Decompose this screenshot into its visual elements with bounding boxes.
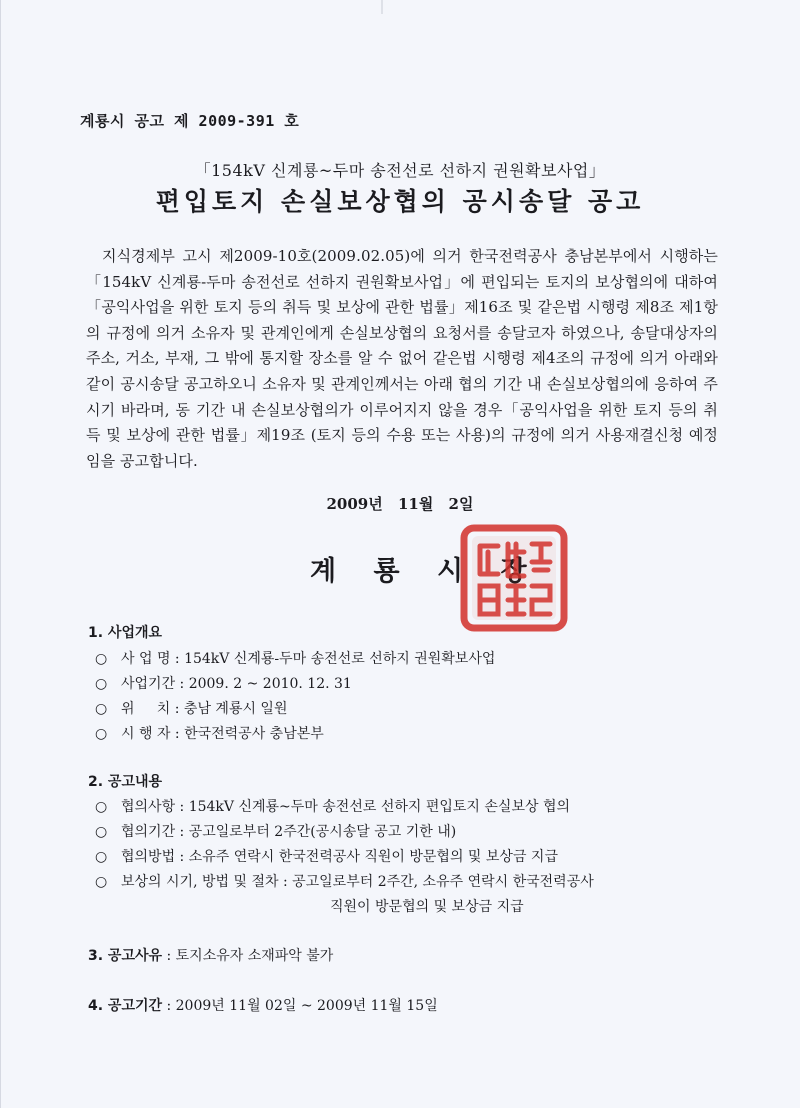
list-item bbox=[95, 846, 558, 866]
item-text: 시 행 자 : 한국전력공사 충남본부 bbox=[121, 726, 324, 742]
list-item bbox=[95, 871, 594, 891]
list-item bbox=[95, 821, 456, 841]
item-text: 협의사항 : 154kV 신계룡~두마 송전선로 선하지 편입토지 손실보상 협의 bbox=[121, 799, 570, 815]
item-text: 사 업 명 : 154kV 신계룡-두마 송전선로 선하지 권원확보사업 bbox=[121, 651, 496, 667]
list-item bbox=[95, 673, 352, 693]
list-item bbox=[95, 723, 324, 743]
item-text: 사업기간 : 2009. 2 ~ 2010. 12. 31 bbox=[121, 676, 352, 692]
section-label: 4. 공고기간 bbox=[88, 998, 163, 1014]
section-notice-reason bbox=[88, 945, 333, 965]
section-heading: 1. 사업개요 bbox=[88, 625, 163, 641]
list-item bbox=[95, 698, 287, 718]
list-item-continuation: 직원이 방문협의 및 보상금 지급 bbox=[330, 899, 524, 915]
circle-bullet-icon: ○ bbox=[95, 701, 108, 717]
item-text: 협의방법 : 소유주 연락시 한국전력공사 직원이 방문협의 및 보상금 지급 bbox=[121, 849, 558, 865]
circle-bullet-icon: ○ bbox=[95, 824, 108, 840]
item-text: 협의기간 : 공고일로부터 2주간(공시송달 공고 기한 내) bbox=[121, 824, 457, 840]
section-value: : 토지소유자 소재파악 불가 bbox=[166, 948, 334, 964]
notice-body: 지식경제부 고시 제2009-10호(2009.02.05)에 의거 한국전력공사 충남본부에서 시행하는 「154kV 신계룡-두마 송전선로 선하지 권원확보사업」에 편입되는 토지의 보상협의에 대하여 「공익사업을 위한 토지 등의 취득 및 보상에 관한 법률」제16조 및 같은법 시행령 제8조 제1항의 규정에 의거 소유자 및 관계인에게 손실보상협의 요청서를 송달코자 하였으나, 송달대상자의 주소, 거소, 부재, 그 밖에 통지할 장소를 알 수 없어 같은법 시행령 제4조의 규정에 의거 아래와 같이 공시송달 공고하오니 소유자 및 관계인께서는 아래 협의 기간 내 손실보상협의에 응하여 주시기 바라며, 동 기간 내 손실보상협의가 이루어지지 않을 경우「공익사업을 위한 토지 등의 취득 및 보상에 관한 법률」제19조 (토지 등의 수용 또는 사용)의 규정에 의거 사용재결신청 예정임을 공고합니다. bbox=[86, 247, 718, 470]
section-label: 3. 공고사유 bbox=[88, 948, 163, 964]
circle-bullet-icon: ○ bbox=[95, 651, 108, 667]
section-project-overview bbox=[88, 622, 162, 642]
circle-bullet-icon: ○ bbox=[95, 726, 108, 742]
official-seal-icon bbox=[458, 522, 570, 634]
list-item bbox=[95, 648, 495, 668]
section-value: : 2009년 11월 02일 ~ 2009년 11월 15일 bbox=[166, 998, 438, 1014]
item-text: 보상의 시기, 방법 및 절차 : 공고일로부터 2주간, 소유주 연락시 한국전력공사 bbox=[121, 874, 594, 890]
issuer-name: 계 룡 시 장 bbox=[310, 556, 541, 587]
notice-number: 계룡시 공고 제 2009-391 호 bbox=[80, 112, 300, 130]
circle-bullet-icon: ○ bbox=[95, 799, 108, 815]
circle-bullet-icon: ○ bbox=[95, 849, 108, 865]
section-notice-period bbox=[88, 995, 438, 1015]
circle-bullet-icon: ○ bbox=[95, 874, 108, 890]
notice-title: 편입토지 손실보상협의 공시송달 공고 bbox=[155, 187, 645, 216]
item-text: 위 치 : 충남 계룡시 일원 bbox=[121, 701, 288, 717]
notice-date: 2009년 11월 2일 bbox=[326, 495, 474, 513]
circle-bullet-icon: ○ bbox=[95, 676, 108, 692]
section-notice-contents bbox=[88, 771, 162, 791]
section-heading: 2. 공고내용 bbox=[88, 774, 163, 790]
project-subtitle: 「154kV 신계룡~두마 송전선로 선하지 권원확보사업」 bbox=[194, 161, 606, 180]
list-item bbox=[95, 796, 570, 816]
seal-text: 계룡시장인 bbox=[514, 632, 519, 633]
